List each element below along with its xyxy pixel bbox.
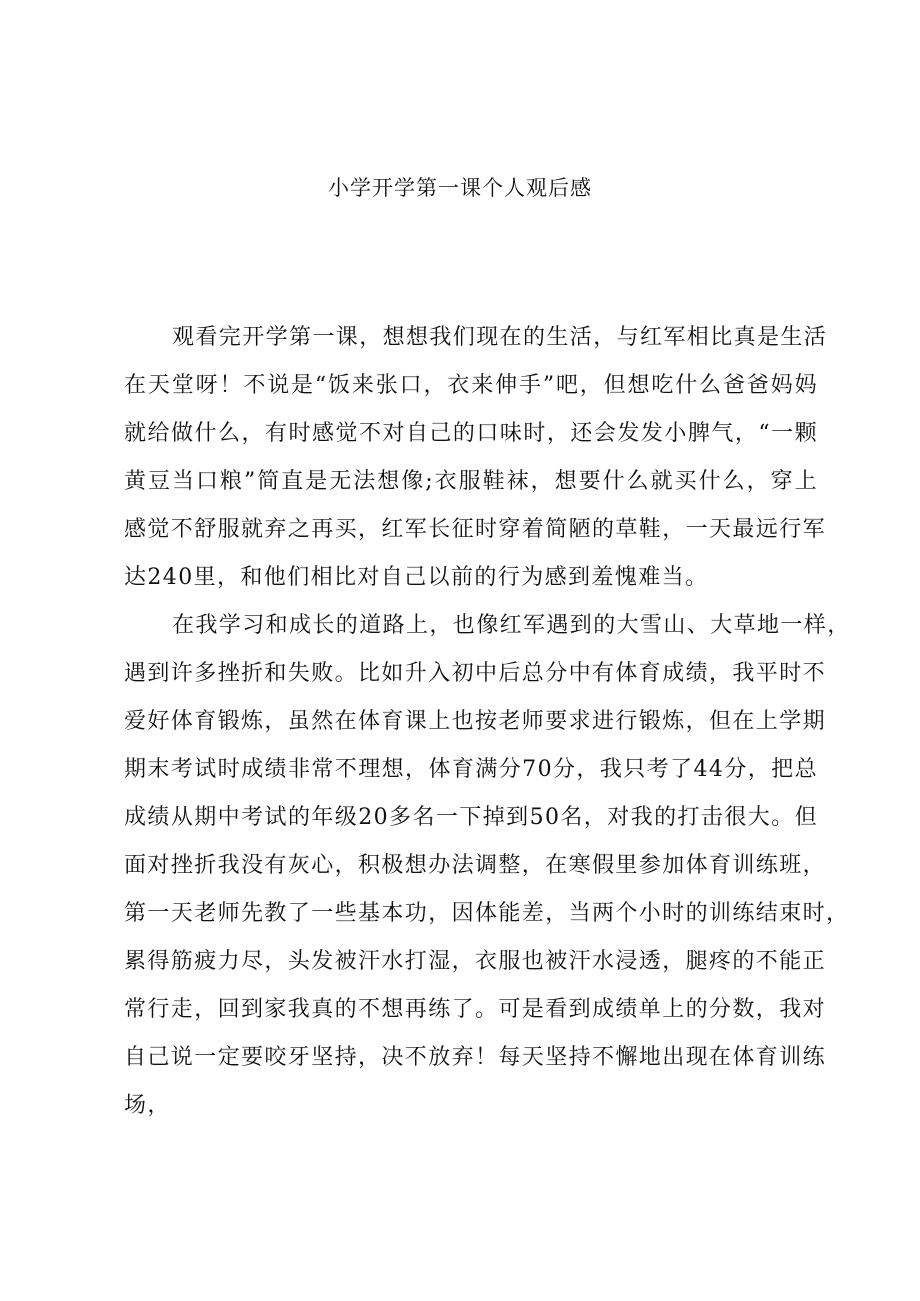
text-line: 达240里，和他们相比对自己以前的行为感到羞愧难当。: [124, 565, 709, 590]
text-line: 黄豆当口粮”简直是无法想像;衣服鞋袜，想要什么就买什么，穿上: [124, 469, 818, 494]
text-line: 面对挫折我没有灰心，积极想办法调整，在寒假里参加体育训练班，: [124, 853, 827, 878]
text-line: 成绩从期中考试的年级20多名一下掉到50名，对我的打击很大。但: [124, 805, 818, 830]
text-line: 遇到许多挫折和失败。比如升入初中后总分中有体育成绩，我平时不: [124, 661, 827, 686]
text-line: 期末考试时成绩非常不理想，体育满分70分，我只考了44分，把总: [124, 757, 818, 782]
document-title: 小学开学第一课个人观后感: [328, 176, 592, 200]
text-line: 累得筋疲力尽，头发被汗水打湿，衣服也被汗水浸透，腿疼的不能正: [124, 949, 827, 974]
text-line: 就给做什么，有时感觉不对自己的口味时，还会发发小脾气，“一颗: [124, 421, 818, 446]
text-line: 常行走，回到家我真的不想再练了。可是看到成绩单上的分数，我对: [124, 997, 827, 1022]
text-line: 在我学习和成长的道路上，也像红军遇到的大雪山、大草地一样，: [172, 613, 851, 638]
paragraph-1: [124, 314, 828, 602]
text-line: 观看完开学第一课，想想我们现在的生活，与红军相比真是生活: [172, 325, 828, 350]
text-line: 在天堂呀！不说是“饭来张口，衣来伸手”吧，但想吃什么爸爸妈妈: [124, 373, 818, 398]
document-body: [124, 314, 851, 1130]
text-line: 爱好体育锻炼，虽然在体育课上也按老师要求进行锻炼，但在上学期: [124, 709, 827, 734]
text-line: 感觉不舒服就弃之再买，红军长征时穿着简陋的草鞋，一天最远行军: [124, 517, 827, 542]
text-line: 场，: [124, 1093, 171, 1118]
text-line: 第一天老师先教了一些基本功，因体能差，当两个小时的训练结束时，: [124, 901, 850, 926]
paragraph-2: [124, 602, 851, 1130]
text-line: 自己说一定要咬牙坚持，决不放弃！每天坚持不懈地出现在体育训练: [124, 1045, 827, 1070]
